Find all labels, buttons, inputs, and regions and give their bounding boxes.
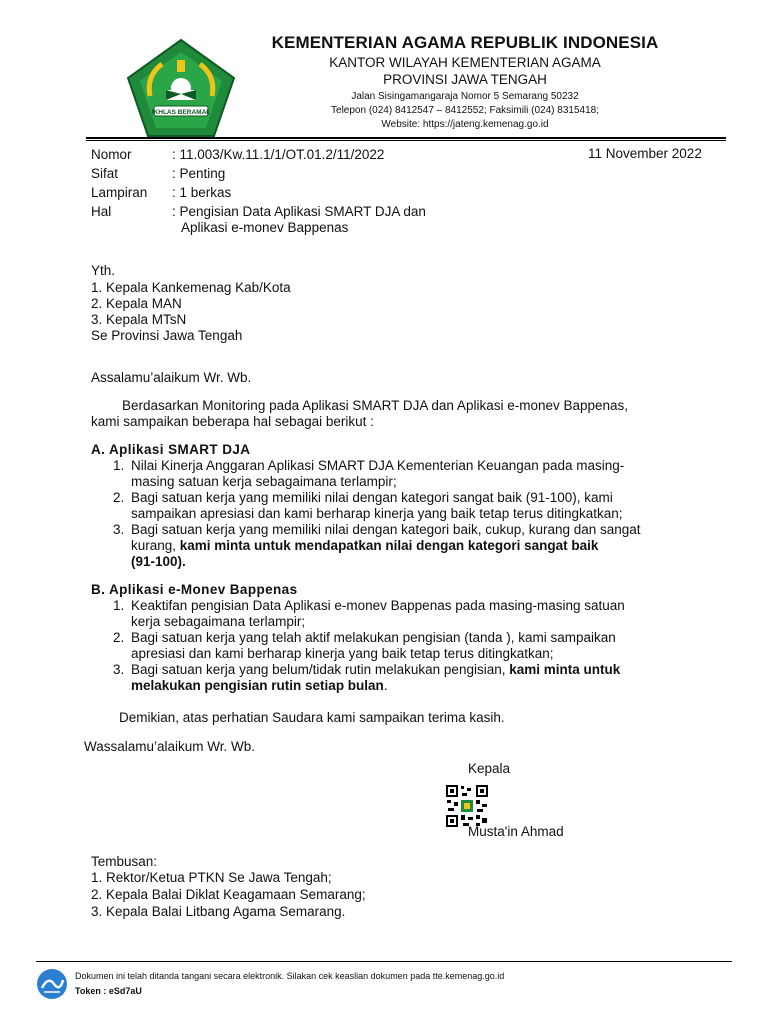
item-text-plain: kurang, — [131, 538, 180, 553]
recipient-item: 2. Kepala MAN — [91, 296, 182, 311]
qr-code-icon[interactable] — [445, 784, 489, 828]
intro-line-1: Berdasarkan Monitoring pada Aplikasi SMART DJA dan Aplikasi e-monev Bappenas, — [122, 398, 629, 413]
recipient-salutation: Yth. — [91, 263, 116, 278]
item-text-plain: Bagi satuan kerja yang belum/tidak rutin melakukan pengisian, — [131, 662, 510, 677]
ministry-logo — [126, 38, 236, 138]
item-text: Bagi satuan kerja yang memiliki nilai dengan kategori sangat baik (91-100), kami — [131, 490, 613, 505]
footer-rule — [36, 961, 732, 962]
letterhead-rule-thin — [86, 140, 726, 141]
signatory-name: Musta'in Ahmad — [468, 824, 564, 839]
meta-key-lampiran: Lampiran — [91, 185, 148, 200]
cc-item: 2. Kepala Balai Diklat Keagamaan Semarang; — [91, 887, 366, 902]
item-text-plain: . — [383, 678, 388, 693]
item-number: 2. — [113, 490, 125, 505]
cc-item: 3. Kepala Balai Litbang Agama Semarang. — [91, 904, 346, 919]
item-text: Bagi satuan kerja yang telah aktif melakukan pengisian (tanda ), kami sampaikan — [131, 630, 616, 645]
footer-token: Token : eSd7aU — [75, 986, 142, 996]
ministry-name: KEMENTERIAN AGAMA REPUBLIK INDONESIA — [271, 33, 659, 52]
intro-line-2: kami sampaikan beberapa hal sebagai berikut : — [91, 414, 374, 429]
item-text-emphasis: kami minta untuk — [509, 662, 621, 677]
recipient-item: 3. Kepala MTsN — [91, 312, 187, 327]
greeting: Assalamu’alaikum Wr. Wb. — [91, 370, 252, 385]
meta-value-lampiran: : 1 berkas — [172, 185, 232, 200]
recipient-region: Se Provinsi Jawa Tengah — [91, 328, 243, 343]
item-number: 3. — [113, 662, 125, 677]
meta-key-nomor: Nomor — [91, 147, 132, 162]
item-text-emphasis: kami minta untuk mendapatkan nilai dengan kategori sangat baik — [179, 538, 599, 553]
item-number: 2. — [113, 630, 125, 645]
province-name: PROVINSI JAWA TENGAH — [383, 72, 547, 87]
closing-statement: Demikian, atas perhatian Saudara kami sampaikan terima kasih. — [119, 710, 505, 725]
signatory-title: Kepala — [468, 761, 511, 776]
section-b-title: B. Aplikasi e-Monev Bappenas — [91, 582, 298, 597]
item-number: 1. — [113, 458, 125, 473]
letter-date: 11 November 2022 — [588, 146, 702, 161]
section-a-title: A. Aplikasi SMART DJA — [91, 442, 251, 457]
item-number: 3. — [113, 522, 125, 537]
item-text: apresiasi dan kami berharap kinerja yang baik tetap terus ditingkatkan; — [131, 646, 554, 661]
cc-label: Tembusan: — [91, 854, 158, 869]
item-text — [131, 538, 716, 554]
logo-motto: IKHLAS BERAMAL — [151, 109, 211, 116]
meta-value-hal: : Pengisian Data Aplikasi SMART DJA dan — [172, 204, 426, 219]
meta-key-sifat: Sifat — [91, 166, 119, 181]
meta-value-hal-continued: Aplikasi e-monev Bappenas — [181, 220, 349, 235]
office-phone: Telepon (024) 8412547 – 8412552; Faksimili (024) 8315418; — [331, 105, 599, 116]
cc-item: 1. Rektor/Ketua PTKN Se Jawa Tengah; — [91, 870, 332, 885]
item-text: sampaikan apresiasi dan kami berharap kinerja yang baik tetap terus ditingkatkan; — [131, 506, 623, 521]
item-text — [131, 678, 716, 694]
item-text-emphasis: (91-100). — [131, 554, 186, 569]
item-text: Bagi satuan kerja yang memiliki nilai dengan kategori baik, cukup, kurang dan sangat — [131, 522, 641, 537]
e-signature-icon — [36, 968, 68, 1000]
meta-value-sifat: : Penting — [172, 166, 226, 181]
letterhead-rule — [86, 137, 726, 139]
item-text: Keaktifan pengisian Data Aplikasi e-monev Bappenas pada masing-masing satuan — [131, 598, 625, 613]
meta-value-nomor: : 11.003/Kw.11.1/1/OT.01.2/11/2022 — [172, 147, 385, 162]
recipient-item: 1. Kepala Kankemenag Kab/Kota — [91, 280, 291, 295]
item-text: kerja sebagaimana terlampir; — [131, 614, 306, 629]
footer-note: Dokumen ini telah ditanda tangani secara elektronik. Silakan cek keaslian dokumen pada tte.kemenag.go.id — [75, 971, 505, 981]
farewell: Wassalamu’alaikum Wr. Wb. — [84, 739, 256, 754]
item-text: Nilai Kinerja Anggaran Aplikasi SMART DJA Kementerian Keuangan pada masing- — [131, 458, 625, 473]
office-name: KANTOR WILAYAH KEMENTERIAN AGAMA — [329, 55, 601, 70]
office-address: Jalan Sisingamangaraja Nomor 5 Semarang 50232 — [351, 91, 579, 102]
item-text — [131, 662, 716, 678]
item-text: masing satuan kerja sebagaimana terlampir; — [131, 474, 397, 489]
item-number: 1. — [113, 598, 125, 613]
office-website[interactable]: Website: https://jateng.kemenag.go.id — [381, 119, 549, 130]
meta-key-hal: Hal — [91, 204, 112, 219]
item-text-emphasis: melakukan pengisian rutin setiap bulan — [131, 678, 384, 693]
